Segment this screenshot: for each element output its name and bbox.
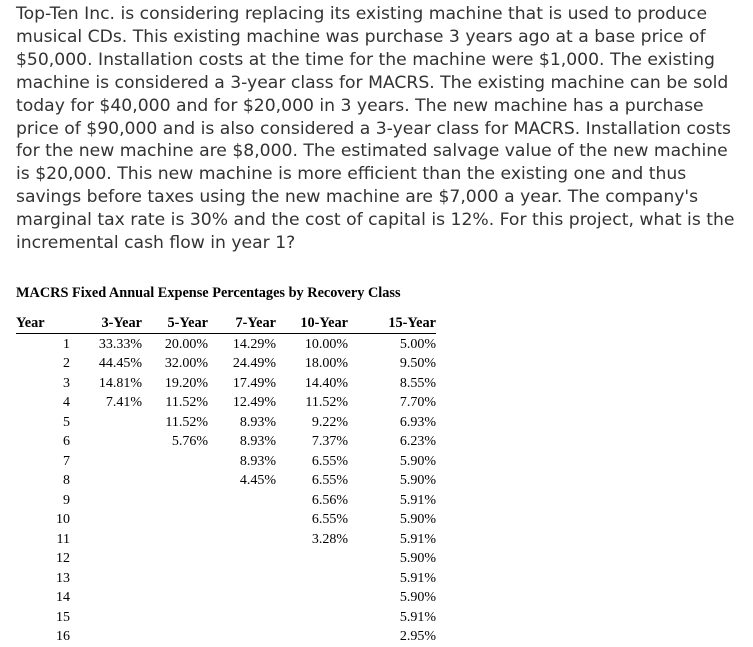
macrs-table-section [16, 284, 436, 302]
cell-3-year [70, 472, 142, 492]
cell-10-year: 6.55% [276, 511, 348, 531]
cell-7-year: 4.45% [208, 472, 276, 492]
cell-7-year [208, 589, 276, 609]
cell-10-year [276, 608, 348, 628]
cell-10-year: 10.00% [276, 334, 348, 355]
cell-3-year [70, 530, 142, 550]
cell-7-year: 12.49% [208, 394, 276, 414]
cell-10-year [276, 589, 348, 609]
table-row [16, 433, 436, 453]
cell-year: 9 [16, 491, 70, 511]
header-3-year: 3-Year [70, 314, 142, 334]
cell-10-year [276, 550, 348, 570]
cell-3-year [70, 491, 142, 511]
cell-3-year: 14.81% [70, 374, 142, 394]
cell-5-year [142, 511, 208, 531]
cell-10-year [276, 569, 348, 589]
cell-year: 5 [16, 413, 70, 433]
cell-10-year: 11.52% [276, 394, 348, 414]
cell-7-year: 8.93% [208, 452, 276, 472]
cell-3-year: 33.33% [70, 334, 142, 355]
table-row [16, 530, 436, 550]
cell-year: 8 [16, 472, 70, 492]
cell-year: 10 [16, 511, 70, 531]
cell-5-year: 11.52% [142, 413, 208, 433]
cell-year: 7 [16, 452, 70, 472]
table-row [16, 628, 436, 647]
cell-year: 14 [16, 589, 70, 609]
cell-10-year: 18.00% [276, 355, 348, 375]
cell-5-year [142, 530, 208, 550]
cell-3-year [70, 433, 142, 453]
cell-5-year [142, 628, 208, 647]
cell-15-year: 7.70% [348, 394, 436, 414]
table-row [16, 355, 436, 375]
cell-5-year [142, 491, 208, 511]
cell-10-year: 6.55% [276, 472, 348, 492]
cell-5-year: 19.20% [142, 374, 208, 394]
cell-5-year [142, 550, 208, 570]
cell-7-year [208, 491, 276, 511]
table-row [16, 608, 436, 628]
cell-7-year: 24.49% [208, 355, 276, 375]
cell-year: 16 [16, 628, 70, 647]
cell-10-year: 6.55% [276, 452, 348, 472]
cell-10-year: 14.40% [276, 374, 348, 394]
cell-15-year: 5.90% [348, 511, 436, 531]
question-text: Top-Ten Inc. is considering replacing its existing machine that is used to produce musical CDs. This existing machine was purchase 3 years ago at a base price of $50,000. Installation costs at the time for the machine were $1,000. The existing machine is considered a 3-year class for MACRS. The existing machine can be sold today for $40,000 and for $20,000 in 3 years. The new machine has a purchase price of $90,000 and is also considered a 3-year class for MACRS. Installation costs for the new machine are $8,000. The estimated salvage value of the new machine is $20,000. This new machine is more efficient than the existing one and thus savings before taxes using the new machine are $7,000 a year. The company's marginal tax rate is 30% and the cost of capital is 12%. For this project, what is the incremental cash flow in year 1? [16, 3, 746, 255]
cell-7-year: 8.93% [208, 433, 276, 453]
header-year: Year [16, 314, 70, 334]
macrs-table [16, 314, 436, 647]
cell-5-year [142, 569, 208, 589]
cell-10-year: 7.37% [276, 433, 348, 453]
cell-15-year: 5.90% [348, 550, 436, 570]
cell-15-year: 5.91% [348, 569, 436, 589]
header-15-year: 15-Year [348, 314, 436, 334]
cell-7-year: 8.93% [208, 413, 276, 433]
cell-3-year [70, 550, 142, 570]
table-row [16, 589, 436, 609]
cell-3-year [70, 413, 142, 433]
cell-7-year: 14.29% [208, 334, 276, 355]
cell-5-year: 32.00% [142, 355, 208, 375]
table-row [16, 472, 436, 492]
table-title: MACRS Fixed Annual Expense Percentages by Recovery Class [16, 284, 436, 302]
cell-3-year [70, 608, 142, 628]
table-row [16, 374, 436, 394]
table-row [16, 491, 436, 511]
cell-5-year [142, 608, 208, 628]
cell-15-year: 9.50% [348, 355, 436, 375]
cell-year: 1 [16, 334, 70, 355]
cell-10-year: 3.28% [276, 530, 348, 550]
cell-5-year [142, 472, 208, 492]
cell-year: 4 [16, 394, 70, 414]
cell-3-year [70, 628, 142, 647]
cell-7-year [208, 530, 276, 550]
cell-year: 6 [16, 433, 70, 453]
cell-15-year: 6.23% [348, 433, 436, 453]
cell-7-year [208, 608, 276, 628]
cell-7-year [208, 550, 276, 570]
cell-15-year: 8.55% [348, 374, 436, 394]
cell-15-year: 5.91% [348, 530, 436, 550]
cell-5-year: 20.00% [142, 334, 208, 355]
table-row [16, 394, 436, 414]
cell-7-year [208, 511, 276, 531]
cell-year: 11 [16, 530, 70, 550]
cell-7-year: 17.49% [208, 374, 276, 394]
cell-3-year [70, 452, 142, 472]
cell-5-year: 11.52% [142, 394, 208, 414]
cell-year: 13 [16, 569, 70, 589]
cell-3-year [70, 511, 142, 531]
table-header-row [16, 314, 436, 334]
cell-year: 12 [16, 550, 70, 570]
table-row [16, 452, 436, 472]
cell-15-year: 5.91% [348, 491, 436, 511]
cell-10-year: 9.22% [276, 413, 348, 433]
cell-5-year: 5.76% [142, 433, 208, 453]
cell-3-year [70, 569, 142, 589]
cell-5-year [142, 452, 208, 472]
cell-3-year [70, 589, 142, 609]
cell-3-year: 44.45% [70, 355, 142, 375]
cell-5-year [142, 589, 208, 609]
header-10-year: 10-Year [276, 314, 348, 334]
cell-3-year: 7.41% [70, 394, 142, 414]
cell-15-year: 5.90% [348, 452, 436, 472]
table-row [16, 511, 436, 531]
header-5-year: 5-Year [142, 314, 208, 334]
table-row [16, 569, 436, 589]
table-row [16, 550, 436, 570]
cell-15-year: 5.00% [348, 334, 436, 355]
cell-15-year: 6.93% [348, 413, 436, 433]
cell-10-year [276, 628, 348, 647]
header-7-year: 7-Year [208, 314, 276, 334]
cell-15-year: 5.90% [348, 589, 436, 609]
cell-10-year: 6.56% [276, 491, 348, 511]
cell-year: 3 [16, 374, 70, 394]
cell-15-year: 5.90% [348, 472, 436, 492]
cell-7-year [208, 628, 276, 647]
cell-year: 2 [16, 355, 70, 375]
table-row [16, 334, 436, 355]
cell-15-year: 2.95% [348, 628, 436, 647]
cell-year: 15 [16, 608, 70, 628]
table-row [16, 413, 436, 433]
cell-7-year [208, 569, 276, 589]
cell-15-year: 5.91% [348, 608, 436, 628]
